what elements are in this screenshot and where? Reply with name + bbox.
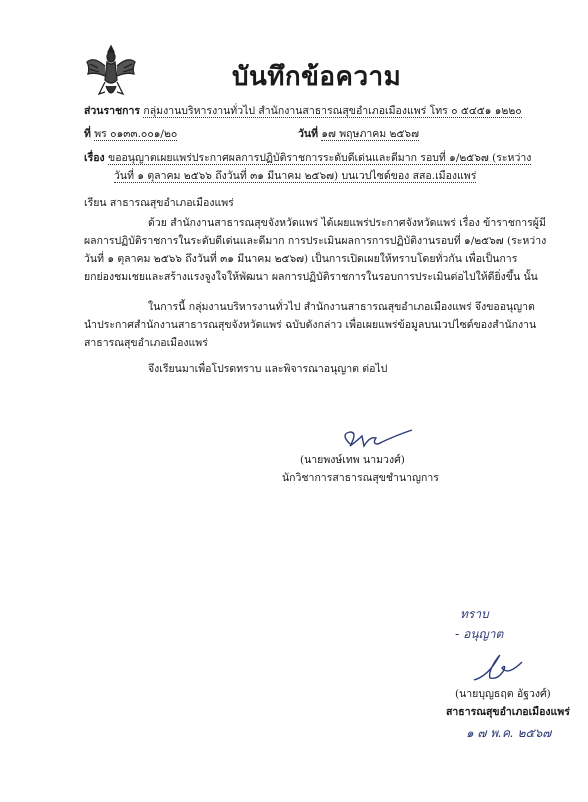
agency-label: ส่วนราชการ	[84, 105, 141, 117]
paragraph-1-line-1: ด้วย สำนักงานสาธารณสุขจังหวัดแพร่ ได้เผยแพร่ประกาศจังหวัดแพร่ เรื่อง ข้าราชการผู้มี	[148, 217, 546, 229]
reference-number: พร ๐๑๓๓.๐๐๑/๒๐	[94, 128, 178, 140]
signature-2-mark	[468, 650, 528, 686]
agency-row	[84, 105, 522, 118]
paragraph-2-line-3: สาธารณสุขอำเภอเมืองแพร่	[84, 337, 208, 349]
paragraph-1-line-2: ผลการปฏิบัติราชการในระดับดีเด่นและดีมาก การประเมินผลการการปฏิบัติงานรอบที่ ๑/๒๕๖๗ (ระหว่าง	[84, 235, 547, 247]
date-value: ๑๗ พฤษภาคม ๒๕๖๗	[321, 128, 419, 140]
addressee-row	[84, 197, 234, 210]
signature-1-name: (นายพงษ์เทพ นามวงศ์)	[300, 454, 405, 466]
agency-value: กลุ่มงานบริหารงานทั่วไป สำนักงานสาธารณสุขอำเภอเมืองแพร่ โทร ๐ ๕๔๕๑ ๑๒๒๐	[143, 105, 522, 117]
signature-1-mark	[336, 426, 416, 454]
addressee-label: เรียน	[84, 197, 107, 209]
subject-label: เรื่อง	[84, 152, 105, 164]
subject-line-2	[114, 170, 476, 183]
paragraph-1-line-4: ยกย่องชมเชยและสร้างแรงจูงใจให้พัฒนา ผลการปฏิบัติราชการในรอบการประเมินต่อไปให้ดียิ่งขึ้น นั้น	[84, 271, 538, 283]
paragraph-2-line-1: ในการนี้ กลุ่มงานบริหารงานทั่วไป สำนักงานสาธารณสุขอำเภอเมืองแพร่ จึงขออนุญาต	[148, 301, 535, 313]
paragraph-2-line-2: นำประกาศสำนักงานสาธารณสุขจังหวัดแพร่ ฉบับดังกล่าว เพื่อเผยแพร่ข้อมูลบนเวปไซด์ของสำนักงาน	[84, 319, 537, 331]
addressee-value: สาธารณสุขอำเภอเมืองแพร่	[109, 197, 234, 209]
subject-line-2-text: วันที่ ๑ ตุลาคม ๒๕๖๖ ถึงวันที่ ๓๑ มีนาคม ๒๕๖๗) บนเวปไซด์ของ สสอ.เมืองแพร่	[114, 170, 477, 182]
approval-date: ๑ ๗ พ.ค. ๒๕๖๗	[466, 726, 552, 740]
approval-note-permitted: - อนุญาต	[455, 627, 504, 641]
paragraph-1-line-3: วันที่ ๑ ตุลาคม ๒๕๖๖ ถึงวันที่ ๓๑ มีนาคม ๒๕๖๗) เป็นการเปิดเผยให้ทราบโดยทั่วกัน เพื่อเป็นการ	[84, 253, 518, 265]
closing-line: จึงเรียนมาเพื่อโปรดทราบ และพิจารณาอนุญาต ต่อไป	[148, 363, 388, 375]
date-row	[298, 128, 419, 141]
subject-row	[84, 152, 531, 165]
date-label: วันที่	[298, 128, 318, 140]
garuda-emblem-icon	[84, 42, 138, 102]
subject-line-1: ขออนุญาตเผยแพร่ประกาศผลการปฏิบัติราชการระดับดีเด่นและดีมาก รอบที่ ๑/๒๕๖๗ (ระหว่าง	[108, 152, 532, 164]
approver-position: สาธารณสุขอำเภอเมืองแพร่	[446, 706, 570, 718]
signature-1-position: นักวิชาการสาธารณสุขชำนาญการ	[282, 472, 439, 484]
approval-note-acknowledged: ทราบ	[460, 607, 489, 621]
approver-name: (นายบุญธฤต อัฐวงศ์)	[455, 688, 551, 700]
reference-row	[84, 128, 177, 141]
memo-title: บันทึกข้อความ	[232, 62, 402, 92]
reference-label: ที่	[84, 128, 91, 140]
